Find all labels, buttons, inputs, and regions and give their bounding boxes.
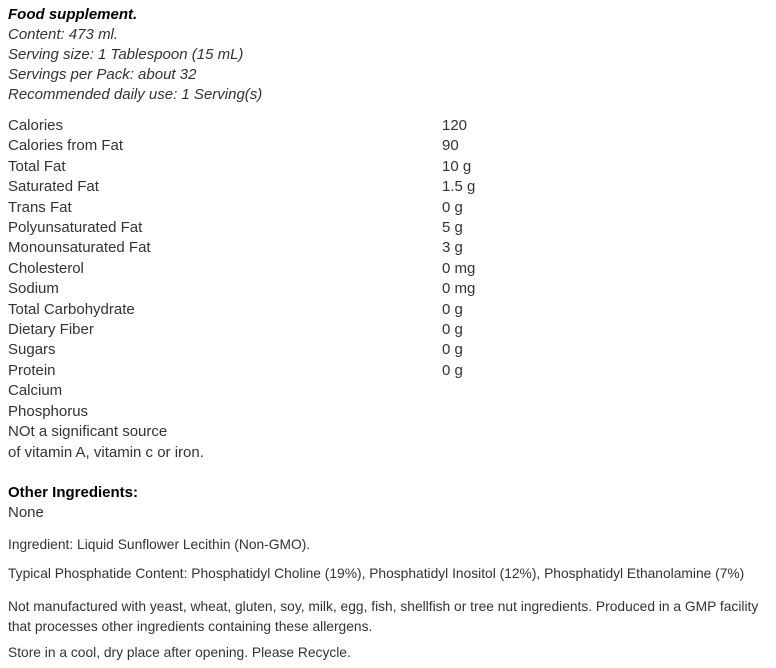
table-row xyxy=(8,381,768,401)
row-value: 3 g xyxy=(442,239,463,257)
table-row xyxy=(8,320,768,340)
table-row xyxy=(8,177,768,197)
table-row xyxy=(8,402,768,422)
row-value: 0 mg xyxy=(442,280,476,298)
servings-per-pack-line: Servings per Pack: about 32 xyxy=(8,66,197,83)
row-label: Calcium xyxy=(8,382,63,400)
row-label: Phosphorus xyxy=(8,402,89,420)
row-value: 0 g xyxy=(442,300,463,318)
row-value: 5 g xyxy=(442,219,463,237)
row-label: Cholesterol xyxy=(8,259,84,277)
row-label: Dietary Fiber xyxy=(8,321,94,339)
row-value: 0 g xyxy=(442,341,463,359)
table-row xyxy=(8,218,768,238)
row-value: 1.5 g xyxy=(442,178,476,196)
table-row xyxy=(8,157,768,177)
row-value: 90 xyxy=(442,137,459,155)
row-label: Total Fat xyxy=(8,157,66,175)
row-label: Calories from Fat xyxy=(8,137,124,155)
product-title: Food supplement. xyxy=(8,6,138,23)
row-label: Calories xyxy=(8,117,64,134)
table-row xyxy=(8,300,768,320)
insignificant-source-note xyxy=(8,422,768,463)
nutrition-table xyxy=(8,116,768,422)
content-line: Content: 473 ml. xyxy=(8,26,119,43)
row-label: Trans Fat xyxy=(8,198,72,216)
row-label: Sugars xyxy=(8,341,56,359)
row-label: Monounsaturated Fat xyxy=(8,239,151,257)
recommended-use-line: Recommended daily use: 1 Serving(s) xyxy=(8,86,263,103)
table-row xyxy=(8,340,768,360)
other-ingredients-heading: Other Ingredients: xyxy=(8,483,139,501)
other-ingredients-value: None xyxy=(8,503,44,521)
row-label: Polyunsaturated Fat xyxy=(8,219,143,237)
product-summary xyxy=(8,5,768,105)
row-value: 120 xyxy=(442,117,468,134)
table-row xyxy=(8,136,768,156)
storage-paragraph: Store in a cool, dry place after opening. Please Recycle. xyxy=(8,644,351,660)
product-detail-paragraphs xyxy=(8,535,768,663)
table-row xyxy=(8,198,768,218)
row-value: 0 g xyxy=(442,361,463,379)
other-ingredients-section xyxy=(8,483,768,523)
row-value: 0 g xyxy=(442,321,463,339)
row-label: Protein xyxy=(8,361,56,379)
note-line: NOt a significant source xyxy=(8,423,168,441)
table-row xyxy=(8,238,768,258)
table-row xyxy=(8,361,768,381)
phosphatide-paragraph: Typical Phosphatide Content: Phosphatidyl Choline (19%), Phosphatidyl Inositol (12%), Phosphatidyl Ethanolamine (7%) xyxy=(8,565,745,581)
table-row xyxy=(8,279,768,299)
allergen-paragraph: Not manufactured with yeast, wheat, gluten, soy, milk, egg, fish, shellfish or tree nut ingredients. Produced in a GMP facility that processes other ingredients containing these allergens. xyxy=(8,598,759,634)
table-row xyxy=(8,259,768,279)
row-value: 10 g xyxy=(442,157,472,175)
ingredient-paragraph: Ingredient: Liquid Sunflower Lecithin (Non-GMO). xyxy=(8,536,311,552)
row-label: Sodium xyxy=(8,280,59,298)
row-value: 0 mg xyxy=(442,259,476,277)
row-value: 0 g xyxy=(442,198,463,216)
note-line: of vitamin A, vitamin c or iron. xyxy=(8,443,204,461)
serving-size-line: Serving size: 1 Tablespoon (15 mL) xyxy=(8,46,244,63)
table-row xyxy=(8,116,768,136)
product-details-panel xyxy=(8,5,768,663)
row-label: Saturated Fat xyxy=(8,178,99,196)
row-label: Total Carbohydrate xyxy=(8,300,135,318)
